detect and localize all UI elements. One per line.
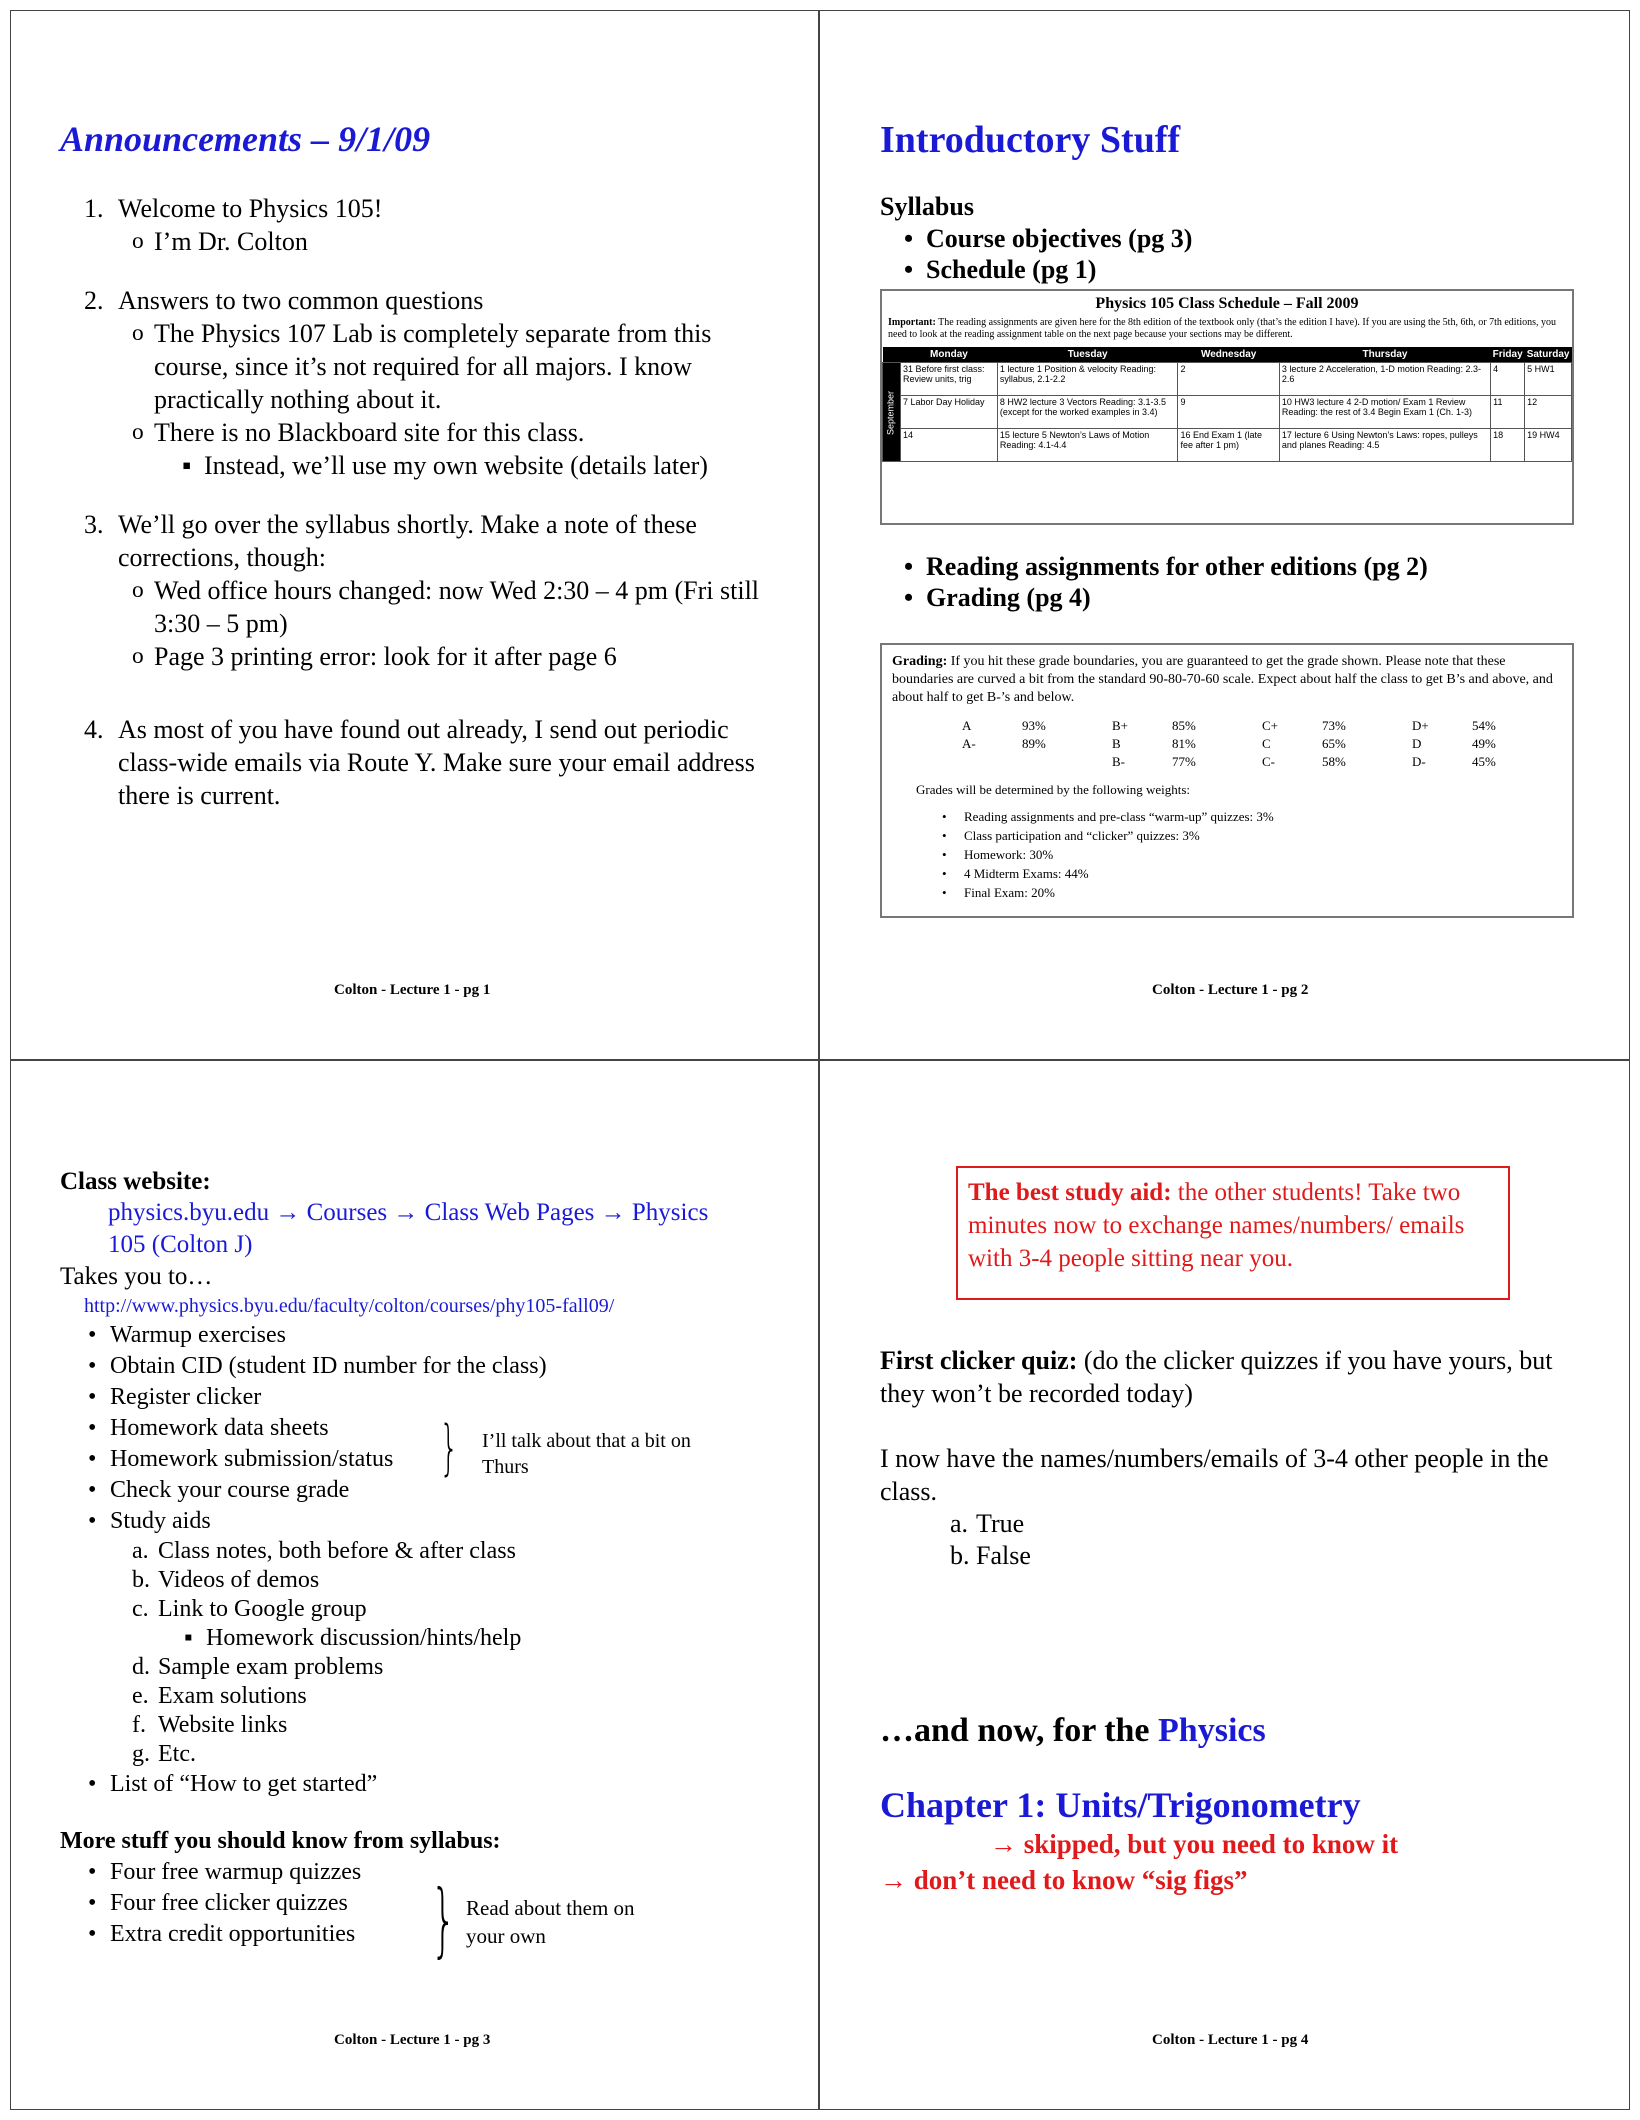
item-text: Sample exam problems	[158, 1654, 384, 1680]
syllabus-bullet: • Reading assignments for other editions (pg 2)	[900, 551, 1580, 582]
item-letter: b.	[132, 1567, 150, 1593]
syllabus-heading: Syllabus	[880, 192, 974, 221]
quiz-answer	[950, 1508, 1580, 1540]
grade-letter: A-	[962, 736, 976, 751]
item-letter: e.	[132, 1683, 149, 1709]
syllabus-bullet: • Schedule (pg 1)	[900, 254, 1580, 285]
item-number: 4.	[84, 715, 104, 744]
grade-row	[1412, 735, 1562, 753]
schedule-cell: 8 HW2 lecture 3 Vectors Reading: 3.1-3.5 (except for the worked examples in 3.4)	[997, 396, 1178, 429]
clicker-quiz-label: First clicker quiz:	[880, 1346, 1078, 1375]
item-number: 2.	[84, 286, 104, 315]
schedule-cell: 14	[901, 429, 998, 462]
google-sub-item: ▪ Homework discussion/hints/help	[184, 1624, 780, 1653]
slide-4	[880, 1166, 1580, 1898]
schedule-title: Physics 105 Class Schedule – Fall 2009	[1095, 295, 1359, 312]
schedule-row	[883, 429, 1572, 462]
syllabus-brace-note: Read about them on your own	[466, 1896, 635, 1948]
grade-column	[1412, 717, 1562, 771]
weight-item: • Homework: 30%	[938, 845, 1562, 864]
grade-row	[1112, 735, 1262, 753]
item-text: Videos of demos	[158, 1567, 320, 1593]
schedule-cell: 31 Before first class: Review units, trig	[901, 363, 998, 396]
grade-percent: 85%	[1172, 718, 1196, 733]
slide-1-title: Announcements – 9/1/09	[60, 119, 431, 159]
website-path: physics.byu.edu → Courses → Class Web Pages → Physics 105 (Colton J)	[108, 1199, 709, 1258]
item-text: Exam solutions	[158, 1683, 307, 1709]
sub-item	[132, 416, 760, 482]
weights-intro: Grades will be determined by the following weights:	[916, 782, 1191, 797]
item-number: 1.	[84, 194, 104, 223]
grade-letter: B+	[1112, 718, 1129, 733]
grade-boundaries	[962, 717, 1562, 771]
grade-percent: 77%	[1172, 754, 1196, 769]
item-text: Etc.	[158, 1741, 196, 1767]
slide-4-footer: Colton - Lecture 1 - pg 4	[1152, 2032, 1309, 2048]
grade-letter: D+	[1412, 718, 1429, 733]
schedule-cell: 15 lecture 5 Newton’s Laws of Motion Reading: 4.1-4.4	[997, 429, 1178, 462]
physics-word: Physics	[1158, 1712, 1266, 1749]
sub-item: o The Physics 107 Lab is completely separate from this course, since it’s not required for all majors. I know practically nothing about it.	[132, 317, 760, 416]
feature-item: • Homework data sheets	[84, 1413, 780, 1444]
item-letter: g.	[132, 1741, 150, 1767]
grade-percent: 93%	[1022, 718, 1046, 733]
schedule-row	[883, 396, 1572, 429]
schedule-cell: 2	[1178, 363, 1279, 396]
sub-item: o I’m Dr. Colton	[132, 225, 760, 258]
syllabus-bullet: • Course objectives (pg 3)	[900, 223, 1580, 254]
schedule-note	[882, 317, 1572, 341]
day-header: Monday	[901, 347, 998, 363]
homework-brace-note: I’ll talk about that a bit on Thurs	[482, 1430, 691, 1478]
day-header: Tuesday	[997, 347, 1178, 363]
feature-item: • Register clicker	[84, 1382, 780, 1413]
study-aid-callout	[956, 1166, 1510, 1300]
feature-item: • Homework submission/status	[84, 1444, 780, 1475]
skip-note-2: → don’t need to know “sig figs”	[880, 1865, 1248, 1895]
schedule-cell: 18	[1491, 429, 1525, 462]
takes-you-to: Takes you to…	[60, 1263, 213, 1290]
study-aid-item	[132, 1711, 780, 1740]
more-stuff-heading: More stuff you should know from syllabus:	[60, 1828, 501, 1854]
grading-excerpt	[880, 643, 1574, 918]
grade-row	[1262, 735, 1412, 753]
schedule-table	[882, 347, 1572, 462]
answer-letter: a.	[950, 1509, 969, 1538]
grade-percent: 54%	[1472, 718, 1496, 733]
study-aid-item	[132, 1653, 780, 1682]
slide-2-title: Introductory Stuff	[880, 119, 1181, 161]
feature-item: • Check your course grade	[84, 1475, 780, 1506]
announcement-item	[84, 284, 760, 482]
item-text: Welcome to Physics 105!	[118, 194, 383, 223]
schedule-cell: 12	[1525, 396, 1572, 429]
and-now-prefix: …and now, for the	[880, 1712, 1159, 1749]
item-text: Answers to two common questions	[118, 286, 484, 315]
homework-brace: }	[439, 1413, 459, 1483]
schedule-header-row	[883, 347, 1572, 363]
weight-item: • Final Exam: 20%	[938, 883, 1562, 902]
clicker-quiz-intro	[880, 1344, 1580, 1410]
item-letter: f.	[132, 1712, 146, 1738]
sub-list	[132, 574, 760, 673]
clicker-quiz-text: (do the clicker quizzes if you have yours, but they won’t be recorded today)	[880, 1346, 1553, 1408]
syllabus-top-list	[900, 223, 1580, 285]
slide-1-footer: Colton - Lecture 1 - pg 1	[334, 982, 491, 998]
quiz-question: I now have the names/numbers/emails of 3-4 other people in the class.	[880, 1444, 1549, 1506]
grade-percent: 89%	[1022, 736, 1046, 751]
grade-letter: C-	[1262, 754, 1275, 769]
schedule-cell: 7 Labor Day Holiday	[901, 396, 998, 429]
website-features-list	[84, 1320, 780, 1800]
answer-text: True	[976, 1509, 1025, 1538]
item-text: We’ll go over the syllabus shortly. Make a note of these corrections, though:	[118, 510, 697, 572]
grade-row	[1412, 753, 1562, 771]
grade-row	[1112, 717, 1262, 735]
study-aid-item	[132, 1740, 780, 1769]
slide-2	[880, 118, 1580, 918]
sub-list	[132, 317, 760, 482]
syllabus-bullet: • Grading (pg 4)	[900, 582, 1580, 613]
grade-letter: B	[1112, 736, 1121, 751]
sub-sub-item: ▪ Instead, we’ll use my own website (details later)	[182, 449, 760, 482]
grade-percent: 73%	[1322, 718, 1346, 733]
item-letter: d.	[132, 1654, 150, 1680]
chapter-heading: Chapter 1: Units/Trigonometry	[880, 1785, 1361, 1825]
slide-3	[60, 1166, 780, 1950]
schedule-cell: 11	[1491, 396, 1525, 429]
grade-percent: 49%	[1472, 736, 1496, 751]
syllabus-bottom-list	[900, 551, 1580, 613]
more-stuff-item: • Four free warmup quizzes	[84, 1857, 780, 1888]
announcement-item	[84, 508, 760, 673]
feature-item: • Obtain CID (student ID number for the class)	[84, 1351, 780, 1382]
and-now-heading	[880, 1712, 1580, 1750]
announcement-item	[84, 192, 760, 258]
announcement-item	[84, 713, 760, 812]
schedule-row	[883, 363, 1572, 396]
grade-row	[962, 735, 1112, 753]
slide-1	[60, 118, 760, 838]
grading-label: Grading:	[892, 654, 948, 669]
schedule-excerpt	[880, 289, 1574, 525]
study-aids-list	[132, 1537, 780, 1769]
schedule-cell: 10 HW3 lecture 4 2-D motion/ Exam 1 Review Reading: the rest of 3.4 Begin Exam 1 (Ch. 1-3)	[1279, 396, 1490, 429]
class-website-heading: Class website:	[60, 1168, 211, 1195]
grade-letter: C	[1262, 736, 1271, 751]
slide-2-footer: Colton - Lecture 1 - pg 2	[1152, 982, 1309, 998]
schedule-cell: 19 HW4	[1525, 429, 1572, 462]
feature-item	[84, 1506, 780, 1769]
schedule-cell: 3 lecture 2 Acceleration, 1-D motion Reading: 2.3-2.6	[1279, 363, 1490, 396]
grade-percent: 58%	[1322, 754, 1346, 769]
item-letter: a.	[132, 1538, 149, 1564]
study-aid-item	[132, 1595, 780, 1653]
grade-column	[1262, 717, 1412, 771]
grade-row	[962, 717, 1112, 735]
weight-item: • 4 Midterm Exams: 44%	[938, 864, 1562, 883]
answer-letter: b.	[950, 1541, 970, 1570]
callout-text: the other students! Take two minutes now to exchange names/numbers/ emails with 3-4 people sitting near you.	[968, 1179, 1465, 1272]
grade-letter: A	[962, 718, 972, 733]
study-aids-label: Study aids	[110, 1508, 211, 1534]
schedule-note-label: Important:	[888, 317, 936, 328]
feature-item: • Warmup exercises	[84, 1320, 780, 1351]
study-aid-item	[132, 1682, 780, 1711]
google-sub-list	[184, 1624, 780, 1653]
grade-percent: 65%	[1322, 736, 1346, 751]
item-number: 3.	[84, 510, 104, 539]
study-aid-item	[132, 1566, 780, 1595]
quiz-answers	[950, 1508, 1580, 1572]
skip-note-1: → skipped, but you need to know it	[990, 1829, 1399, 1859]
grading-intro	[892, 653, 1562, 707]
weight-item: • Class participation and “clicker” quizzes: 3%	[938, 826, 1562, 845]
grade-row	[1412, 717, 1562, 735]
schedule-cell: 4	[1491, 363, 1525, 396]
day-header: Thursday	[1279, 347, 1490, 363]
schedule-cell: 1 lecture 1 Position & velocity Reading: syllabus, 2.1-2.2	[997, 363, 1178, 396]
more-stuff-item: • Extra credit opportunities	[84, 1919, 780, 1950]
slide-3-footer: Colton - Lecture 1 - pg 3	[334, 2032, 491, 2048]
weight-item: • Reading assignments and pre-class “warm-up” quizzes: 3%	[938, 807, 1562, 826]
study-aid-item	[132, 1537, 780, 1566]
schedule-note-text: The reading assignments are given here for the 8th edition of the textbook only (that’s the edition I have). If you are using the 5th, 6th, or 7th editions, you need to look at the reading assignment table on the next page because your sections may be different.	[888, 317, 1557, 340]
sub-item: o Page 3 printing error: look for it after page 6	[132, 640, 760, 673]
syllabus-brace: }	[430, 1873, 457, 1966]
course-url[interactable]: http://www.physics.byu.edu/faculty/colton/courses/phy105-fall09/	[84, 1295, 615, 1317]
callout-bold-text: The best study aid:	[968, 1179, 1172, 1206]
grade-letter: D	[1412, 736, 1422, 751]
schedule-cell: 9	[1178, 396, 1279, 429]
item-text: Website links	[158, 1712, 288, 1738]
grade-column	[962, 717, 1112, 771]
grade-row	[1112, 753, 1262, 771]
item-text: As most of you have found out already, I send out periodic class-wide emails via Route Y. Make sure your email address there is current.	[118, 715, 755, 810]
sub-item-text: There is no Blackboard site for this class.	[154, 418, 585, 447]
day-header: Wednesday	[1178, 347, 1279, 363]
sub-list	[132, 225, 760, 258]
grade-row	[1262, 753, 1412, 771]
grade-percent: 45%	[1472, 754, 1496, 769]
sub-item: o Wed office hours changed: now Wed 2:30 – 4 pm (Fri still 3:30 – 5 pm)	[132, 574, 760, 640]
more-stuff-item: • Four free clicker quizzes	[84, 1888, 780, 1919]
grade-row	[1262, 717, 1412, 735]
grade-column	[1112, 717, 1262, 771]
day-header: Friday	[1491, 347, 1525, 363]
grade-percent: 81%	[1172, 736, 1196, 751]
month-header	[883, 347, 901, 363]
horizontal-divider	[10, 1059, 1630, 1061]
month-label: September	[883, 363, 901, 462]
answer-text: False	[976, 1541, 1031, 1570]
sub-sub-list	[182, 449, 760, 482]
day-header: Saturday	[1525, 347, 1572, 363]
announcement-list	[60, 192, 760, 812]
schedule-cell: 16 End Exam 1 (late fee after 1 pm)	[1178, 429, 1279, 462]
grade-letter: B-	[1112, 754, 1125, 769]
grading-text: If you hit these grade boundaries, you are guaranteed to get the grade shown. Please note that these boundaries are curved a bit from the standard 90-80-70-60 scale. Expect about half the class to get B’s and above, and about half to get B-’s and below.	[892, 654, 1553, 705]
item-letter: c.	[132, 1596, 149, 1622]
grade-letter: D-	[1412, 754, 1426, 769]
weights-list	[938, 807, 1562, 902]
feature-item: • List of “How to get started”	[84, 1769, 780, 1800]
item-text: Class notes, both before & after class	[158, 1538, 516, 1564]
item-text: Link to Google group	[158, 1596, 367, 1622]
schedule-cell: 17 lecture 6 Using Newton’s Laws: ropes, pulleys and planes Reading: 4.5	[1279, 429, 1490, 462]
schedule-cell: 5 HW1	[1525, 363, 1572, 396]
quiz-answer	[950, 1540, 1580, 1572]
grade-letter: C+	[1262, 718, 1279, 733]
